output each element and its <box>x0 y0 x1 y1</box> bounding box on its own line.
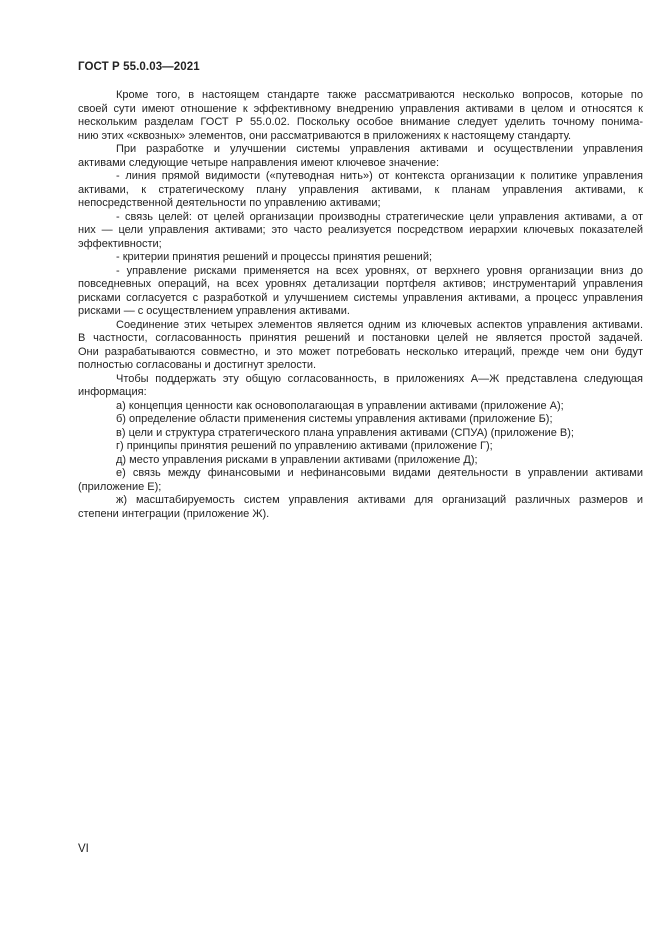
text-line: степени интеграции (приложение Ж). <box>78 507 270 520</box>
text-line: - связь целей: от целей организации производны стратегические цели управления активами, а от <box>116 210 643 223</box>
text-line: - линия прямой видимости («путеводная нить») от контекста организации к политике управления <box>116 170 643 182</box>
text-line: повседневных операций, на всех уровнях детализации портфеля активов; инструментарий управления <box>78 278 643 290</box>
paragraph <box>78 89 643 143</box>
text-line: нию этих «сквозных» элементов, они рассматриваются в приложениях к настоящему стандарту. <box>78 129 572 142</box>
paragraph <box>78 467 643 494</box>
paragraph <box>78 265 643 319</box>
paragraph <box>78 400 643 414</box>
text-line: нескольким разделам ГОСТ Р 55.0.02. Поскольку особое внимание следует уделить точному понима- <box>78 116 643 128</box>
text-line: непосредственной деятельности по управлению активами; <box>78 197 381 209</box>
text-line: полностью согласованы и достигнут зрелости. <box>78 359 317 371</box>
paragraph <box>78 454 643 468</box>
text-line: - критерии принятия решений и процессы принятия решений; <box>116 251 433 263</box>
paragraph <box>78 427 643 441</box>
text-line: информация: <box>78 386 147 398</box>
text-line: е) связь между финансовыми и нефинансовыми видами деятельности в управлении активами <box>116 467 643 479</box>
text-line: б) определение области применения системы управления активами (приложение Б); <box>116 413 553 425</box>
paragraph <box>78 211 643 252</box>
text-line: активами следующие четыре направления имеют ключевое значение: <box>78 156 440 169</box>
text-line: своей сути имеют отношение к эффективному внедрению управления активами в целом и относятся к <box>78 102 643 115</box>
paragraph <box>78 373 643 400</box>
text-line: рисками — с осуществлением управления активами. <box>78 305 350 317</box>
text-line: рисками согласуется с разработкой и улучшением системы управления активами, а процесс управления <box>78 291 643 304</box>
text-line: эффективности; <box>78 237 162 250</box>
text-line: Они разрабатываются совместно, и это может потребовать несколько итераций, прежде чем они будут <box>78 345 643 358</box>
text-line: Кроме того, в настоящем стандарте также рассматриваются несколько вопросов, которые по <box>116 89 643 101</box>
text-line: активами, к стратегическому плану управления активами, к планам управления активами, к <box>78 183 643 196</box>
text-line: В частности, согласованность принятия решений и постановки целей не является простой задачей. <box>78 332 643 344</box>
paragraph <box>78 319 643 373</box>
text-line: д) место управления рисками в управлении активами (приложение Д); <box>116 453 478 466</box>
text-line: Соединение этих четырех элементов является одним из ключевых аспектов управления активами. <box>116 318 643 331</box>
paragraph <box>78 413 643 427</box>
text-line: а) концепция ценности как основополагающая в управлении активами (приложение А); <box>116 399 564 412</box>
text-line: них — цели управления активами; это часто реализуется посредством иерархии ключевых показателей <box>78 224 643 236</box>
paragraph <box>78 251 643 265</box>
text-line: При разработке и улучшении системы управления активами и осуществлении управления <box>116 143 643 155</box>
text-line: (приложение Е); <box>78 480 162 493</box>
text-line: Чтобы поддержать эту общую согласованность, в приложениях А—Ж представлена следующая <box>116 372 643 385</box>
paragraph <box>78 170 643 211</box>
page-number: VI <box>78 843 89 855</box>
text-line: в) цели и структура стратегического плана управления активами (СПУА) (приложение В); <box>116 426 574 439</box>
paragraph <box>78 494 643 521</box>
document-header: ГОСТ Р 55.0.03—2021 <box>78 61 200 73</box>
document-body <box>78 89 643 521</box>
text-line: г) принципы принятия решений по управлению активами (приложение Г); <box>116 440 493 452</box>
paragraph <box>78 440 643 454</box>
text-line: - управление рисками применяется на всех уровнях, от верхнего уровня организации вниз до <box>116 264 643 277</box>
text-line: ж) масштабируемость систем управления активами для организаций различных размеров и <box>116 494 643 506</box>
paragraph <box>78 143 643 170</box>
